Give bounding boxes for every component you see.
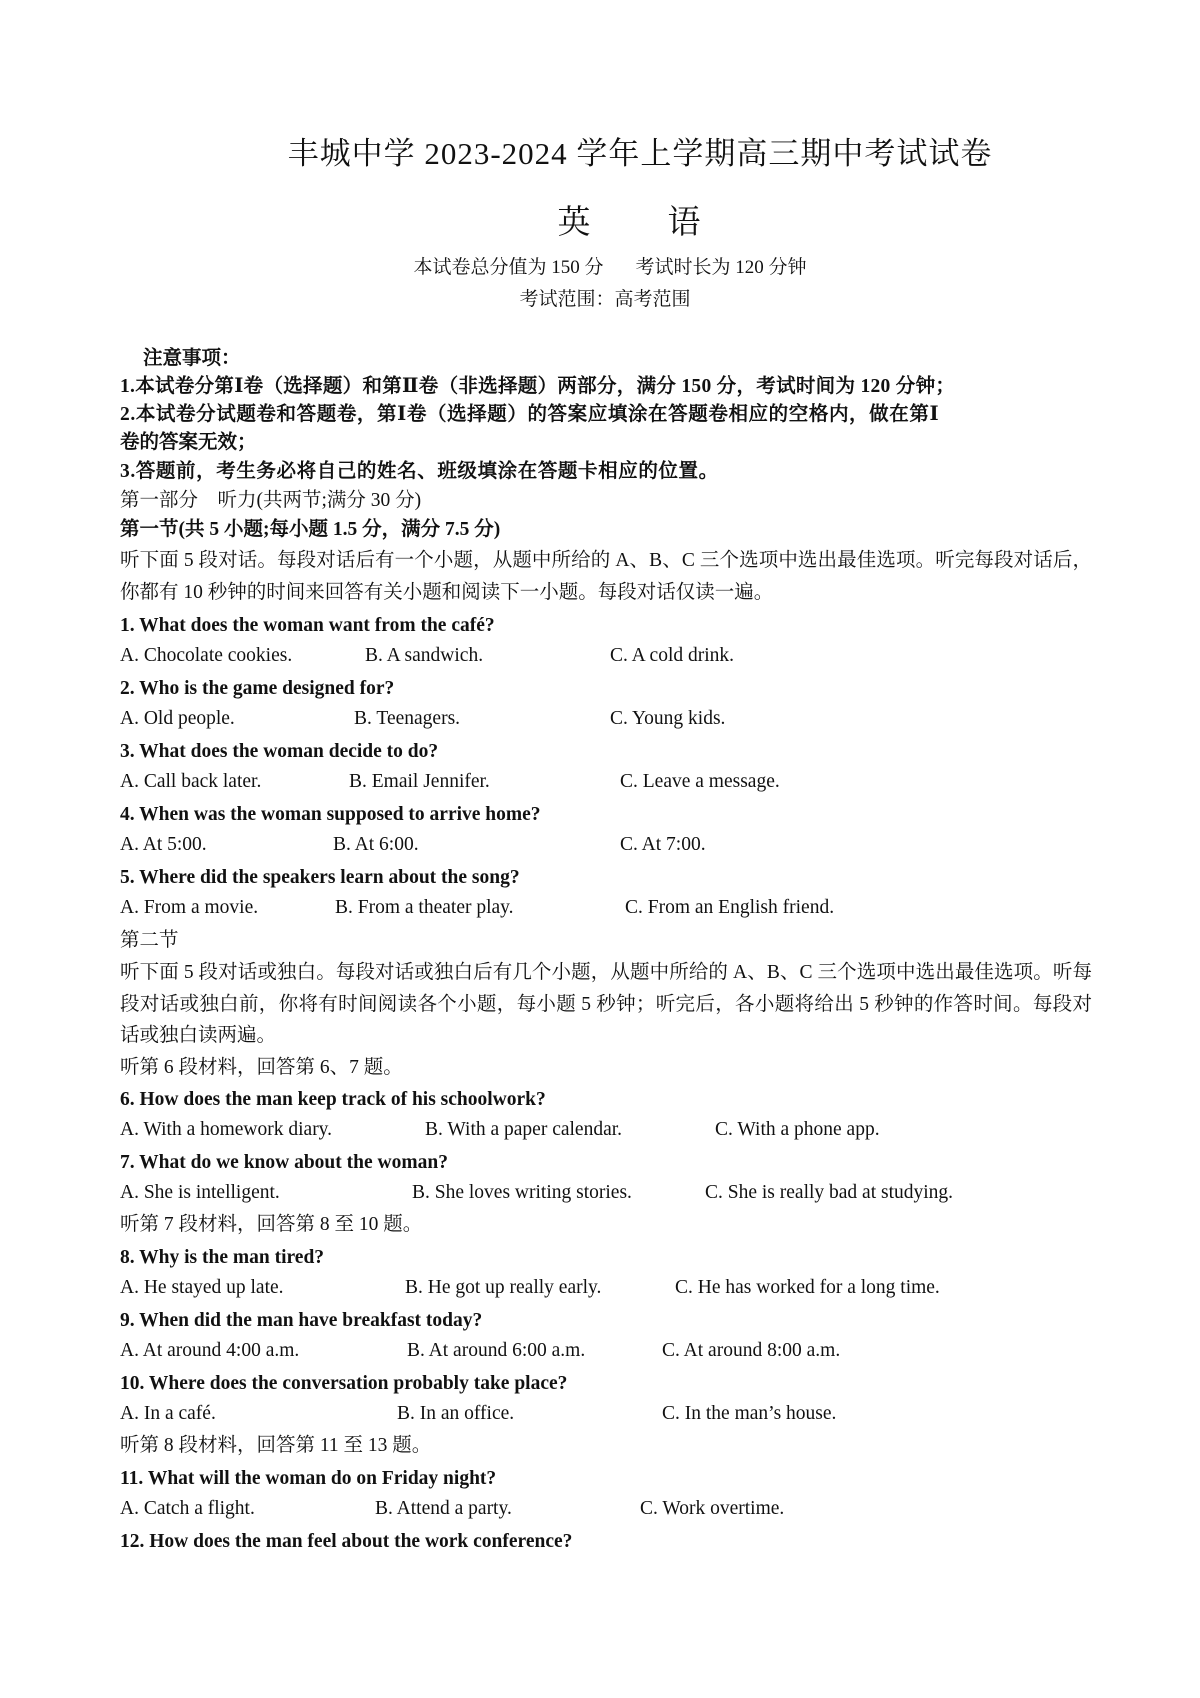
option-a: A. With a homework diary. (120, 1119, 333, 1140)
options-3 (120, 768, 1090, 796)
material-6-note: 听第 6 段材料，回答第 6、7 题。 (120, 1057, 403, 1078)
part1-heading: 第一部分 听力(共两节;满分 30 分) (120, 490, 422, 511)
option-b: B. Attend a party. (375, 1498, 512, 1519)
option-a: A. At 5:00. (120, 834, 207, 855)
options-5 (120, 894, 1090, 922)
options-11 (120, 1495, 1090, 1523)
exam-info (10, 252, 1200, 279)
time-info: 考试时长为 120 分钟 (635, 257, 807, 278)
question-6: 6. How does the man keep track of his schoolwork? (120, 1089, 546, 1110)
option-c: C. At around 8:00 a.m. (662, 1340, 841, 1361)
options-4 (120, 831, 1090, 859)
question-8: 8. Why is the man tired? (120, 1247, 325, 1268)
section1-intro: 听下面 5 段对话。每段对话后有一个小题，从题中所给的 A、B、C 三个选项中选出最佳选项。听完每段对话后，你都有 10 秒钟的时间来回答有关小题和阅读下一小题。每段对话仅读一遍。 (120, 550, 1092, 603)
option-b: B. Teenagers. (354, 708, 461, 729)
options-7 (120, 1179, 1090, 1207)
section1-heading: 第一节(共 5 小题;每小题 1.5 分，满分 7.5 分) (120, 519, 501, 540)
option-c: C. A cold drink. (610, 645, 735, 666)
option-a: A. He stayed up late. (120, 1277, 284, 1298)
exam-title: 丰城中学 2023-2024 学年上学期高三期中考试试卷 (287, 136, 993, 171)
option-a: A. Old people. (120, 708, 235, 729)
material-7-note: 听第 7 段材料，回答第 8 至 10 题。 (120, 1214, 423, 1235)
option-a: A. At around 4:00 a.m. (120, 1340, 300, 1361)
note-2-cont: 卷的答案无效； (120, 432, 257, 453)
score-info: 本试卷总分值为 150 分 (413, 257, 604, 278)
question-2: 2. Who is the game designed for? (120, 678, 395, 699)
option-c: C. In the man’s house. (662, 1403, 837, 1424)
question-9: 9. When did the man have breakfast today? (120, 1310, 483, 1331)
option-b: B. With a paper calendar. (425, 1119, 623, 1140)
option-c: C. From an English friend. (625, 897, 835, 918)
option-c: C. He has worked for a long time. (675, 1277, 940, 1298)
option-b: B. He got up really early. (405, 1277, 602, 1298)
option-c: C. With a phone app. (715, 1119, 880, 1140)
section2-heading: 第二节 (120, 930, 179, 951)
option-b: B. At around 6:00 a.m. (407, 1340, 586, 1361)
option-a: A. Chocolate cookies. (120, 645, 293, 666)
options-2 (120, 705, 1090, 733)
question-7: 7. What do we know about the woman? (120, 1152, 448, 1173)
option-c: C. Work overtime. (640, 1498, 785, 1519)
question-10: 10. Where does the conversation probably take place? (120, 1373, 568, 1394)
option-c: C. She is really bad at studying. (705, 1182, 954, 1203)
option-c: C. Leave a message. (620, 771, 780, 792)
question-12: 12. How does the man feel about the work conference? (120, 1531, 573, 1552)
material-8-note: 听第 8 段材料，回答第 11 至 13 题。 (120, 1435, 432, 1456)
option-b: B. A sandwich. (365, 645, 484, 666)
options-6 (120, 1116, 1090, 1144)
exam-scope: 考试范围：高考范围 (519, 289, 691, 310)
options-9 (120, 1337, 1090, 1365)
question-3: 3. What does the woman decide to do? (120, 741, 439, 762)
options-8 (120, 1274, 1090, 1302)
subject-title: 英 语 (557, 205, 723, 241)
note-2: 2.本试卷分试题卷和答题卷，第Ⅰ卷（选择题）的答案应填涂在答题卷相应的空格内，做在第Ⅰ (120, 404, 940, 425)
question-11: 11. What will the woman do on Friday night? (120, 1468, 497, 1489)
option-b: B. In an office. (397, 1403, 515, 1424)
options-1 (120, 642, 1090, 670)
option-c: C. At 7:00. (620, 834, 706, 855)
option-b: B. Email Jennifer. (349, 771, 490, 792)
question-4: 4. When was the woman supposed to arrive home? (120, 804, 541, 825)
note-3: 3.答题前，考生务必将自己的姓名、班级填涂在答题卡相应的位置。 (120, 461, 719, 482)
options-10 (120, 1400, 1090, 1428)
option-a: A. In a café. (120, 1403, 216, 1424)
option-a: A. She is intelligent. (120, 1182, 280, 1203)
option-a: A. Catch a flight. (120, 1498, 255, 1519)
notes-heading: 注意事项： (143, 348, 241, 369)
option-a: A. Call back later. (120, 771, 262, 792)
note-1: 1.本试卷分第Ⅰ卷（选择题）和第Ⅱ卷（非选择题）两部分，满分 150 分，考试时间为 120 分钟； (120, 376, 956, 397)
option-b: B. She loves writing stories. (412, 1182, 632, 1203)
question-1: 1. What does the woman want from the café? (120, 615, 495, 636)
section2-intro: 听下面 5 段对话或独白。每段对话或独白后有几个小题，从题中所给的 A、B、C 三个选项中选出最佳选项。听每段对话或独白前，你将有时间阅读各个小题，每小题 5 秒钟；听完后，各小题将给出 5 秒钟的作答时间。每段对话或独白读两遍。 (120, 962, 1092, 1046)
question-5: 5. Where did the speakers learn about the song? (120, 867, 520, 888)
option-b: B. At 6:00. (333, 834, 419, 855)
option-b: B. From a theater play. (335, 897, 514, 918)
option-c: C. Young kids. (610, 708, 726, 729)
option-a: A. From a movie. (120, 897, 259, 918)
